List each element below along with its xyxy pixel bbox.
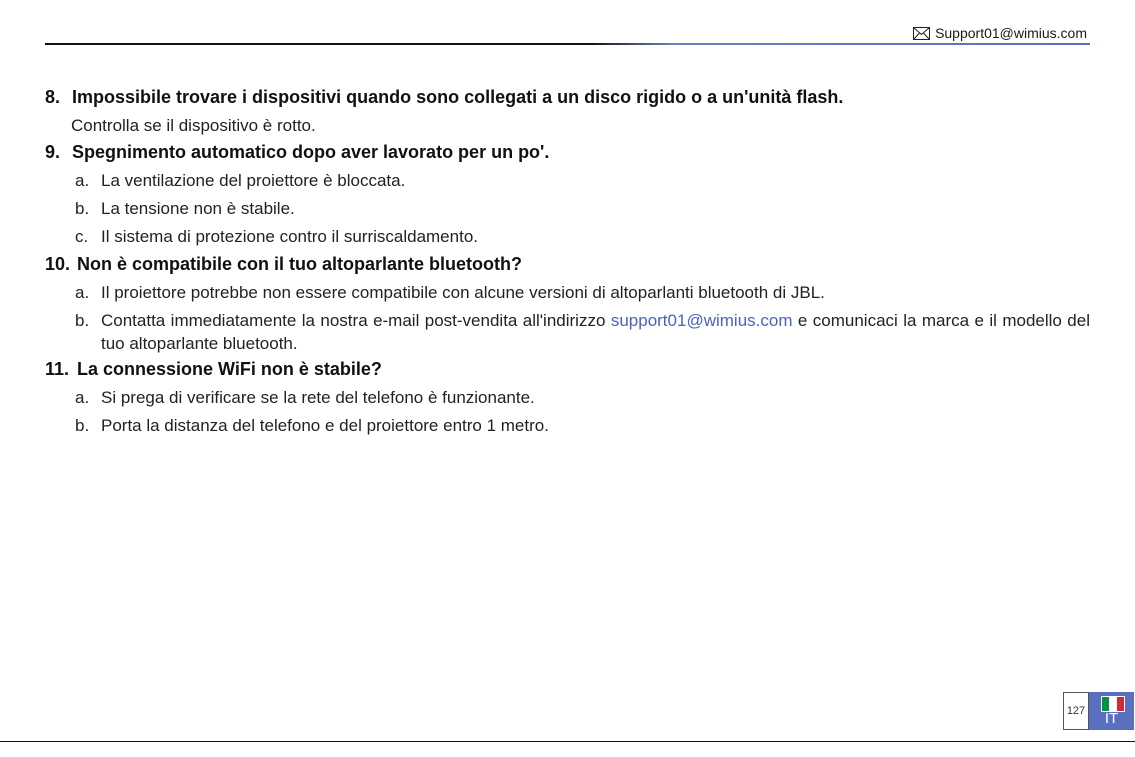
question-text: La connessione WiFi non è stabile? <box>77 359 382 379</box>
question-11-title <box>45 356 1090 384</box>
page-number: 127 <box>1063 692 1089 730</box>
question-9-title <box>45 139 1090 167</box>
language-code: IT <box>1104 710 1119 727</box>
faq-content <box>45 84 1090 440</box>
answer-item <box>45 167 1090 194</box>
flag-stripe-green <box>1102 697 1109 711</box>
answer-item-text: Si prega di verificare se la rete del telefono è funzionante. <box>101 388 535 407</box>
answer-item-text: Porta la distanza del telefono e del proiettore entro 1 metro. <box>101 416 549 435</box>
answer-item-label: a. <box>75 388 90 407</box>
answer-item-label: b. <box>75 416 90 435</box>
envelope-icon <box>913 27 930 40</box>
question-10-title <box>45 251 1090 279</box>
answer-item-text: La tensione non è stabile. <box>101 199 295 218</box>
support-email-link[interactable]: support01@wimius.com <box>610 311 793 330</box>
question-number: 8. <box>45 87 61 107</box>
question-8-title <box>45 84 1090 112</box>
answer-item-label: a. <box>75 283 90 302</box>
answer-item-label: a. <box>75 171 90 190</box>
answer-item <box>45 279 1090 306</box>
answer-item-text: Il proiettore potrebbe non essere compatibile con alcune versioni di altoparlanti bluetooth di JBL. <box>101 283 825 302</box>
language-badge <box>1089 692 1134 730</box>
header-email[interactable] <box>913 24 1087 42</box>
question-number: 11. <box>45 359 70 379</box>
answer-item-text: La ventilazione del proiettore è bloccata. <box>101 171 406 190</box>
answer-item-text <box>101 307 1090 355</box>
question-number: 9. <box>45 142 61 162</box>
question-text: Impossibile trovare i dispositivi quando sono collegati a un disco rigido o a un'unità flash. <box>72 87 844 107</box>
question-text: Non è compatibile con il tuo altoparlante bluetooth? <box>77 254 523 274</box>
answer-item <box>45 307 1090 355</box>
flag-stripe-white <box>1109 697 1116 711</box>
footer-divider <box>0 741 1135 742</box>
answer-text-before: Contatta immediatamente la nostra e-mail post-vendita all'indirizzo <box>101 311 606 330</box>
header-email-text: Support01@wimius.com <box>935 25 1087 41</box>
question-text: Spegnimento automatico dopo aver lavorato per un po'. <box>72 142 550 162</box>
answer-item-label: b. <box>75 199 90 218</box>
answer-item-label: b. <box>75 311 90 330</box>
answer-text-after: e comunicaci la marca e il modello del tuo altoparlante bluetooth. <box>101 311 1090 353</box>
answer-item <box>45 384 1090 411</box>
answer-8-text: Controlla se il dispositivo è rotto. <box>71 116 316 135</box>
answer-item-text: Il sistema di protezione contro il surriscaldamento. <box>101 227 478 246</box>
question-number: 10. <box>45 254 71 274</box>
answer-item <box>45 223 1090 250</box>
answer-item <box>45 195 1090 222</box>
answer-item <box>45 412 1090 439</box>
header-divider <box>45 43 1090 45</box>
flag-stripe-red <box>1117 697 1124 711</box>
answer-item-label: c. <box>75 227 89 246</box>
